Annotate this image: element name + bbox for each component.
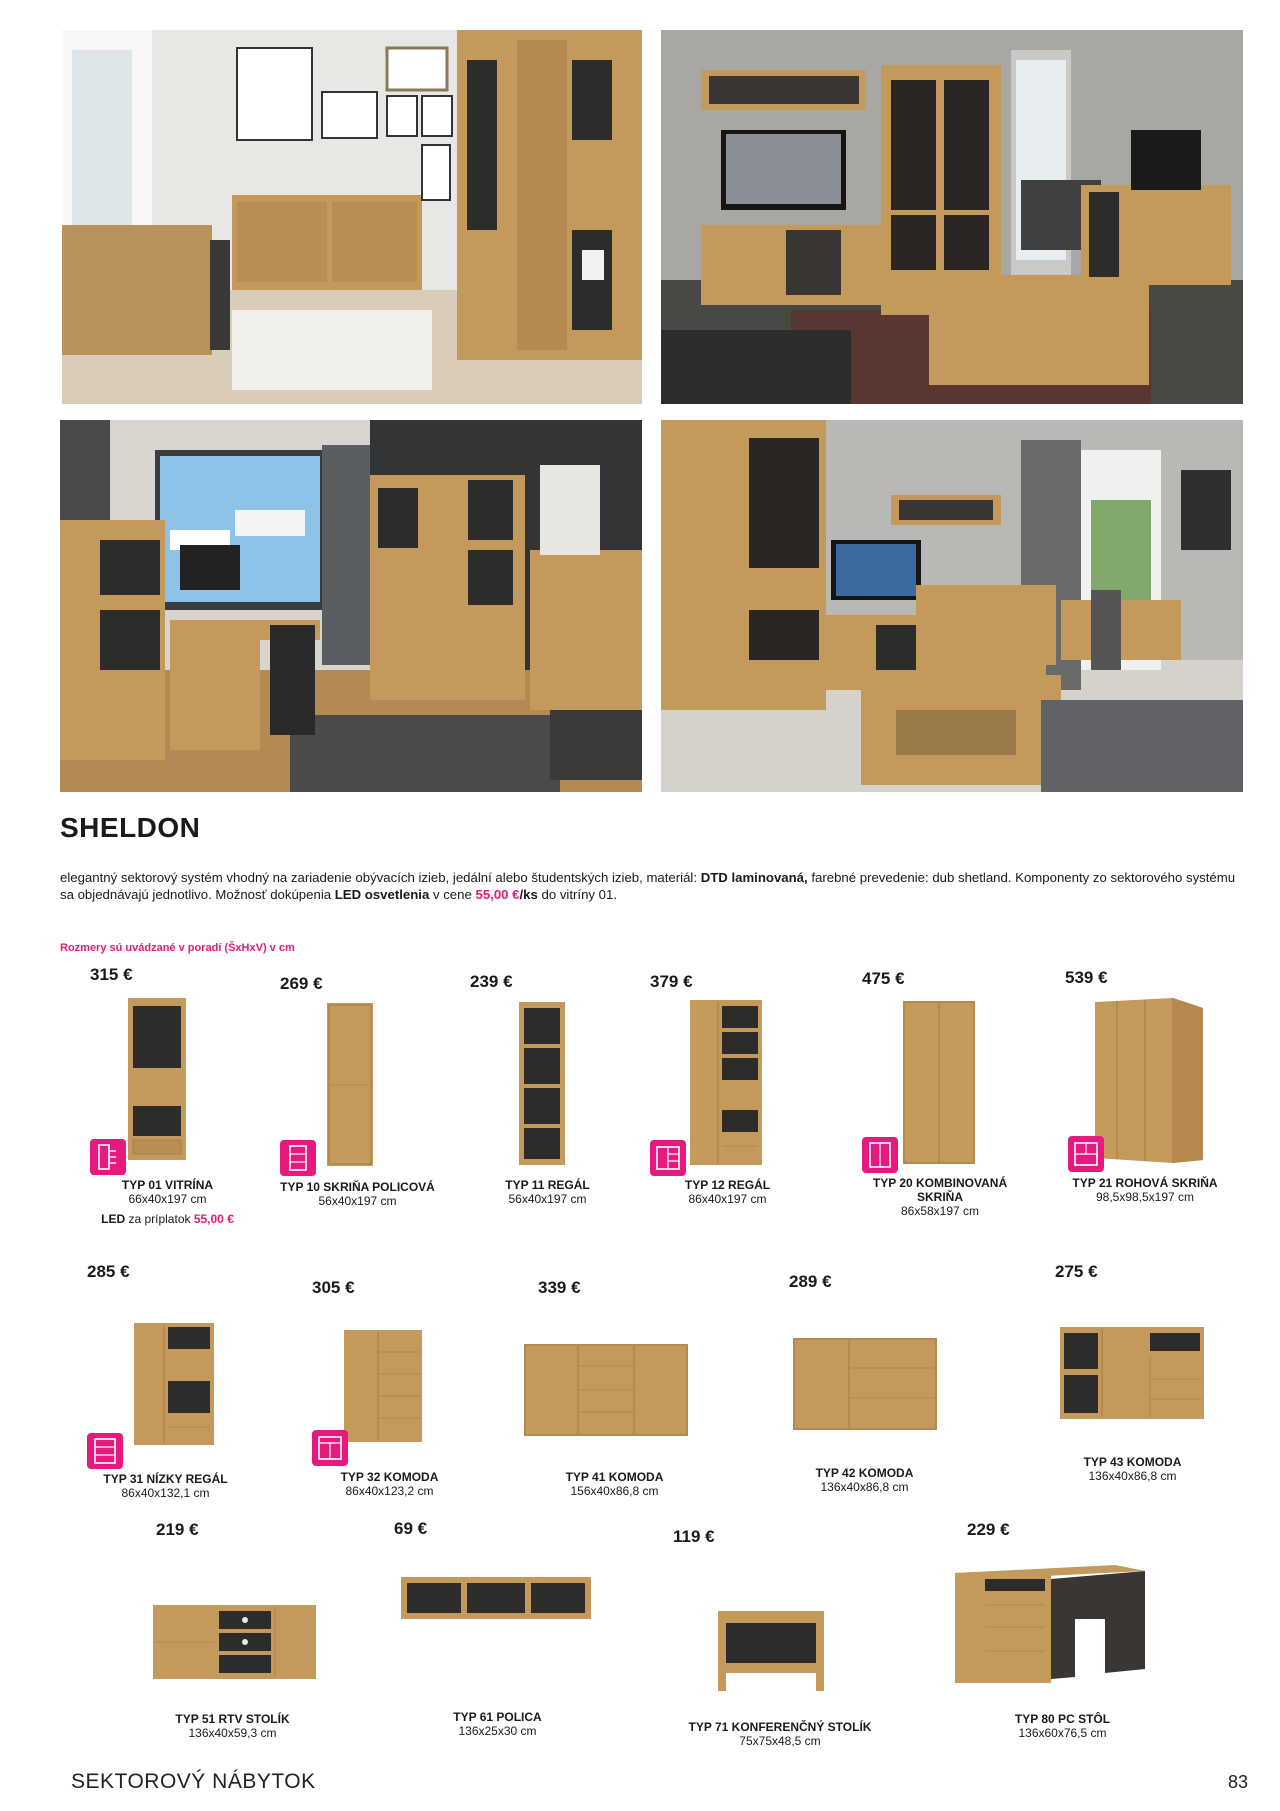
- product-name: TYP 80 PC STÔL: [1014, 1712, 1111, 1726]
- product-price: 315 €: [90, 965, 133, 984]
- led-option: LED za príplatok 55,00 €: [101, 1212, 234, 1226]
- product-price: 339 €: [538, 1278, 581, 1297]
- product-name: TYP 61 POLICA: [453, 1710, 542, 1724]
- desc-text-2: farebné prevedenie: dub shetland. Komponenty zo sektorového systému sa objednávajú jednotlivo. Možnosť dokúpenia: [60, 870, 1236, 902]
- room-photo-office: [62, 30, 642, 404]
- product-caption: [787, 1466, 942, 1494]
- product-name: TYP 12 REGÁL: [684, 1178, 771, 1192]
- product-image-typ-21: [1095, 998, 1205, 1163]
- product-caption: [1060, 1176, 1230, 1204]
- product-caption: [1055, 1455, 1210, 1483]
- desc-per-piece: /ks: [519, 887, 538, 902]
- assembly-icon: [87, 1433, 123, 1469]
- assembly-icon: [280, 1140, 316, 1176]
- assembly-icon: [1068, 1136, 1104, 1172]
- product-dimensions: 136x40x86,8 cm: [820, 1480, 909, 1494]
- assembly-icon: [90, 1139, 126, 1175]
- product-caption: [670, 1720, 890, 1748]
- product-price: 239 €: [470, 972, 513, 991]
- product-caption: [80, 1178, 255, 1226]
- product-image-typ-01: [128, 998, 186, 1160]
- product-price: 305 €: [312, 1278, 355, 1297]
- product-price: 475 €: [862, 969, 905, 988]
- dimensions-note: Rozmery sú uvádzané v poradí (ŠxHxV) v cm: [60, 942, 295, 954]
- product-caption: [985, 1712, 1140, 1740]
- product-dimensions: 66x40x197 cm: [128, 1192, 207, 1206]
- product-name: TYP 21 ROHOVÁ SKRIŇA: [1072, 1176, 1218, 1190]
- desc-material: DTD laminovaná,: [700, 870, 808, 885]
- product-image-typ-71: [718, 1611, 824, 1691]
- desc-led: LED osvetlenia: [334, 887, 430, 902]
- desc-text-4: do vitríny 01.: [537, 887, 617, 902]
- assembly-icon: [862, 1137, 898, 1173]
- product-dimensions: 56x40x197 cm: [508, 1192, 587, 1206]
- product-name: TYP 71 KONFERENČNÝ STOLÍK: [688, 1720, 872, 1734]
- assembly-icon: [312, 1430, 348, 1466]
- product-image-typ-10: [327, 1003, 373, 1166]
- product-title: SHELDON: [60, 812, 201, 843]
- product-dimensions: 75x75x48,5 cm: [739, 1734, 821, 1748]
- section-footer: SEKTOROVÝ NÁBYTOK: [71, 1770, 316, 1793]
- product-price: 269 €: [280, 974, 323, 993]
- product-caption: [155, 1712, 310, 1740]
- product-name: TYP 51 RTV STOLÍK: [175, 1712, 290, 1726]
- product-name: TYP 10 SKRIŇA POLICOVÁ: [280, 1180, 435, 1194]
- product-dimensions: 136x40x86,8 cm: [1088, 1469, 1177, 1483]
- product-caption: [855, 1176, 1025, 1218]
- room-photo-living-2: [661, 420, 1243, 792]
- product-dimensions: 98,5x98,5x197 cm: [1095, 1190, 1195, 1204]
- product-image-typ-11: [519, 1002, 565, 1165]
- product-dimensions: 86x40x197 cm: [688, 1192, 767, 1206]
- product-dimensions: 136x60x76,5 cm: [1018, 1726, 1107, 1740]
- room-photo-study: [60, 420, 642, 792]
- product-dimensions: 86x58x197 cm: [900, 1204, 980, 1218]
- product-caption: [312, 1470, 467, 1498]
- product-price: 289 €: [789, 1272, 832, 1291]
- product-dimensions: 136x25x30 cm: [458, 1724, 537, 1738]
- product-price: 539 €: [1065, 968, 1108, 987]
- desc-text-3: v cene: [429, 887, 476, 902]
- product-price: 285 €: [87, 1262, 130, 1281]
- product-caption: [470, 1178, 625, 1206]
- product-image-typ-61: [401, 1577, 591, 1619]
- product-name: TYP 01 VITRÍNA: [121, 1178, 214, 1192]
- desc-led-price: 55,00 €: [475, 887, 520, 902]
- product-caption: [420, 1710, 575, 1738]
- product-price: 229 €: [967, 1520, 1010, 1539]
- product-dimensions: 86x40x132,1 cm: [121, 1486, 210, 1500]
- product-description: [60, 869, 1250, 903]
- product-caption: [650, 1178, 805, 1206]
- product-price: 69 €: [394, 1519, 428, 1538]
- product-price: 119 €: [673, 1527, 715, 1546]
- product-name: TYP 41 KOMODA: [565, 1470, 664, 1484]
- product-dimensions: 56x40x197 cm: [318, 1194, 397, 1208]
- product-image-typ-80: [955, 1565, 1150, 1685]
- product-image-typ-42: [793, 1338, 937, 1430]
- product-name: TYP 32 KOMODA: [340, 1470, 439, 1484]
- product-name: TYP 42 KOMODA: [815, 1466, 914, 1480]
- product-name: TYP 11 REGÁL: [505, 1178, 590, 1192]
- product-caption: [88, 1472, 243, 1500]
- room-photo-living-1: [661, 30, 1243, 404]
- product-price: 275 €: [1055, 1262, 1098, 1281]
- product-image-typ-32: [344, 1330, 422, 1442]
- product-price: 379 €: [650, 972, 693, 991]
- product-image-typ-31: [134, 1323, 214, 1445]
- product-caption: [280, 1180, 435, 1208]
- product-dimensions: 86x40x123,2 cm: [345, 1484, 434, 1498]
- product-name: TYP 31 NÍZKY REGÁL: [103, 1472, 228, 1486]
- product-image-typ-41: [524, 1344, 688, 1436]
- product-name: TYP 20 KOMBINOVANÁ SKRIŇA: [872, 1176, 1008, 1204]
- assembly-icon: [650, 1140, 686, 1176]
- product-name: TYP 43 KOMODA: [1083, 1455, 1182, 1469]
- product-dimensions: 156x40x86,8 cm: [570, 1484, 659, 1498]
- product-caption: [537, 1470, 692, 1498]
- product-image-typ-20: [903, 1001, 975, 1164]
- desc-text-1: elegantný sektorový systém vhodný na zariadenie obývacích izieb, jedální alebo študentských izieb, materiál:: [60, 870, 701, 885]
- product-price: 219 €: [156, 1520, 199, 1539]
- product-image-typ-12: [690, 1000, 762, 1165]
- product-dimensions: 136x40x59,3 cm: [188, 1726, 277, 1740]
- product-image-typ-43: [1060, 1327, 1204, 1419]
- product-image-typ-51: [153, 1605, 316, 1679]
- page-number: 83: [1228, 1772, 1249, 1792]
